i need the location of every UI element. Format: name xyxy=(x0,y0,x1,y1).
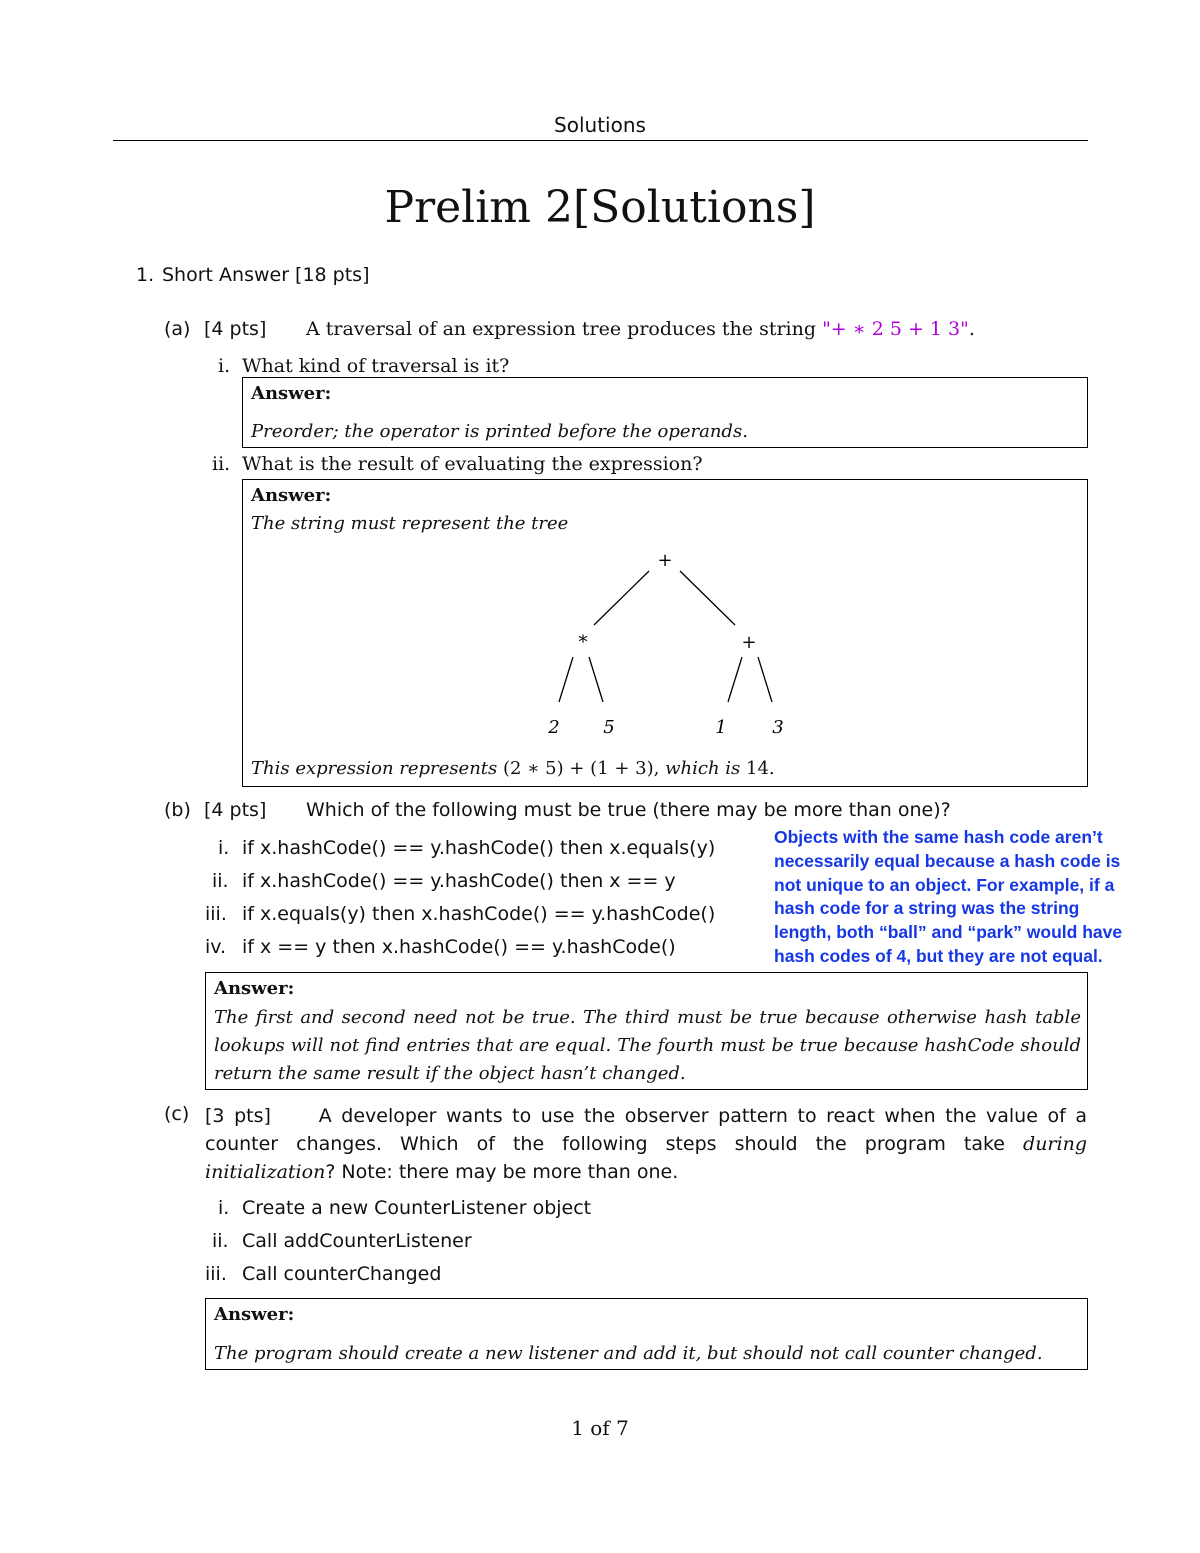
part-c-stem-2: ? Note: there may be more than one. xyxy=(325,1161,679,1183)
a-ii-num: ii. xyxy=(212,453,231,475)
answer-label: Answer: xyxy=(251,485,332,506)
a-ii-text: What is the result of evaluating the expression? xyxy=(242,453,703,475)
b-option-text: if x.hashCode() == y.hashCode() then x == y xyxy=(242,870,676,892)
answer-text: Preorder; the operator is printed before the operands. xyxy=(251,421,748,442)
a-i-text: What kind of traversal is it? xyxy=(242,355,510,377)
note-line: necessarily equal because a hash code is xyxy=(774,850,1121,871)
part-a-letter: (a) xyxy=(164,318,191,340)
b-option-num: ii. xyxy=(212,870,229,892)
answer-box-c xyxy=(205,1298,1088,1370)
c-option-text: Call counterChanged xyxy=(242,1263,442,1285)
part-a-stem-text: A traversal of an expression tree produces the string xyxy=(306,318,823,340)
answer-value: 14. xyxy=(746,758,775,779)
answer-expression: (2 ∗ 5) + (1 + 3), xyxy=(503,758,660,779)
part-b-letter: (b) xyxy=(164,799,191,821)
b-option-num: iv. xyxy=(205,936,227,958)
answer-label: Answer: xyxy=(251,383,332,404)
part-c-stem xyxy=(205,1102,1087,1186)
answer-text: The first and second need not be true. The third must be true because otherwise hash table lookups will not find entries that are equal. The fourth must be true because hashCode should return the same result if the object hasn’t changed. xyxy=(214,1007,1081,1084)
answer-label: Answer: xyxy=(214,978,295,999)
tree-node-left: * xyxy=(578,632,588,653)
b-option-text: if x.equals(y) then x.hashCode() == y.hashCode() xyxy=(242,903,716,925)
edge-root-left xyxy=(594,571,649,625)
running-header: Solutions xyxy=(554,113,646,137)
part-c-stem-1: A developer wants to use the observer pattern to react when the value of a counter changes. Which of the following steps should the program take xyxy=(205,1105,1087,1155)
answer-box-a-i xyxy=(242,377,1088,448)
part-b-stem: Which of the following must be true (there may be more than one)? xyxy=(306,799,951,821)
answer-conclusion xyxy=(251,758,775,779)
answer-text: The program should create a new listener and add it, but should not call counter changed. xyxy=(214,1343,1043,1364)
part-a-points: [4 pts] xyxy=(204,318,267,340)
traversal-string: "+ ∗ 2 5 + 1 3" xyxy=(822,318,969,340)
answer-intro: The string must represent the tree xyxy=(251,513,569,534)
tree-leaf-5: 5 xyxy=(603,717,615,738)
tree-leaf-1: 1 xyxy=(715,717,727,738)
question-label: Short Answer [18 pts] xyxy=(162,264,370,286)
edge-right-rr xyxy=(758,657,772,702)
edge-root-right xyxy=(680,571,735,625)
part-c-letter: (c) xyxy=(164,1103,190,1125)
b-option-num: iii. xyxy=(205,903,227,925)
tree-leaf-2: 2 xyxy=(548,717,560,738)
edge-right-rl xyxy=(728,657,742,702)
part-b-points: [4 pts] xyxy=(204,799,267,821)
tree-leaf-3: 3 xyxy=(772,717,784,738)
note-line: hash codes of 4, but they are not equal. xyxy=(774,945,1103,966)
c-option-text: Create a new CounterListener object xyxy=(242,1197,592,1219)
answer-box-a-ii xyxy=(242,479,1088,787)
note-line: not unique to an object. For example, if a xyxy=(774,874,1115,895)
note-line: length, both “ball” and “park” would have xyxy=(774,922,1123,943)
b-option-text: if x.hashCode() == y.hashCode() then x.equals(y) xyxy=(242,837,716,859)
c-option-num: i. xyxy=(218,1197,230,1219)
a-i-num: i. xyxy=(218,355,231,377)
tree-node-root: + xyxy=(657,550,673,571)
expression-tree xyxy=(243,480,1087,786)
instructor-note xyxy=(774,826,1174,969)
part-c-stem-italic: during initialization xyxy=(205,1133,1087,1183)
c-option-text: Call addCounterListener xyxy=(242,1230,472,1252)
answer-pre: This expression represents xyxy=(251,758,498,779)
answer-mid: which is xyxy=(665,758,741,779)
tree-node-right: + xyxy=(741,632,757,653)
b-option-num: i. xyxy=(218,837,230,859)
question-number: 1. xyxy=(136,264,155,286)
part-a-stem-end: . xyxy=(968,318,975,340)
edge-left-lr xyxy=(589,657,603,702)
c-option-num: iii. xyxy=(205,1263,227,1285)
edge-left-ll xyxy=(559,657,573,702)
note-line: Objects with the same hash code aren’t xyxy=(774,827,1103,847)
part-a-stem xyxy=(306,320,975,339)
b-option-text: if x == y then x.hashCode() == y.hashCode() xyxy=(242,936,676,958)
page-number: 1 of 7 xyxy=(571,1416,629,1440)
c-option-num: ii. xyxy=(212,1230,229,1252)
note-line: hash code for a string was the string xyxy=(774,898,1080,919)
part-c-points: [3 pts] xyxy=(205,1105,271,1127)
answer-label: Answer: xyxy=(214,1304,295,1325)
page-title: Prelim 2[Solutions] xyxy=(384,182,816,233)
header-rule xyxy=(113,140,1088,141)
